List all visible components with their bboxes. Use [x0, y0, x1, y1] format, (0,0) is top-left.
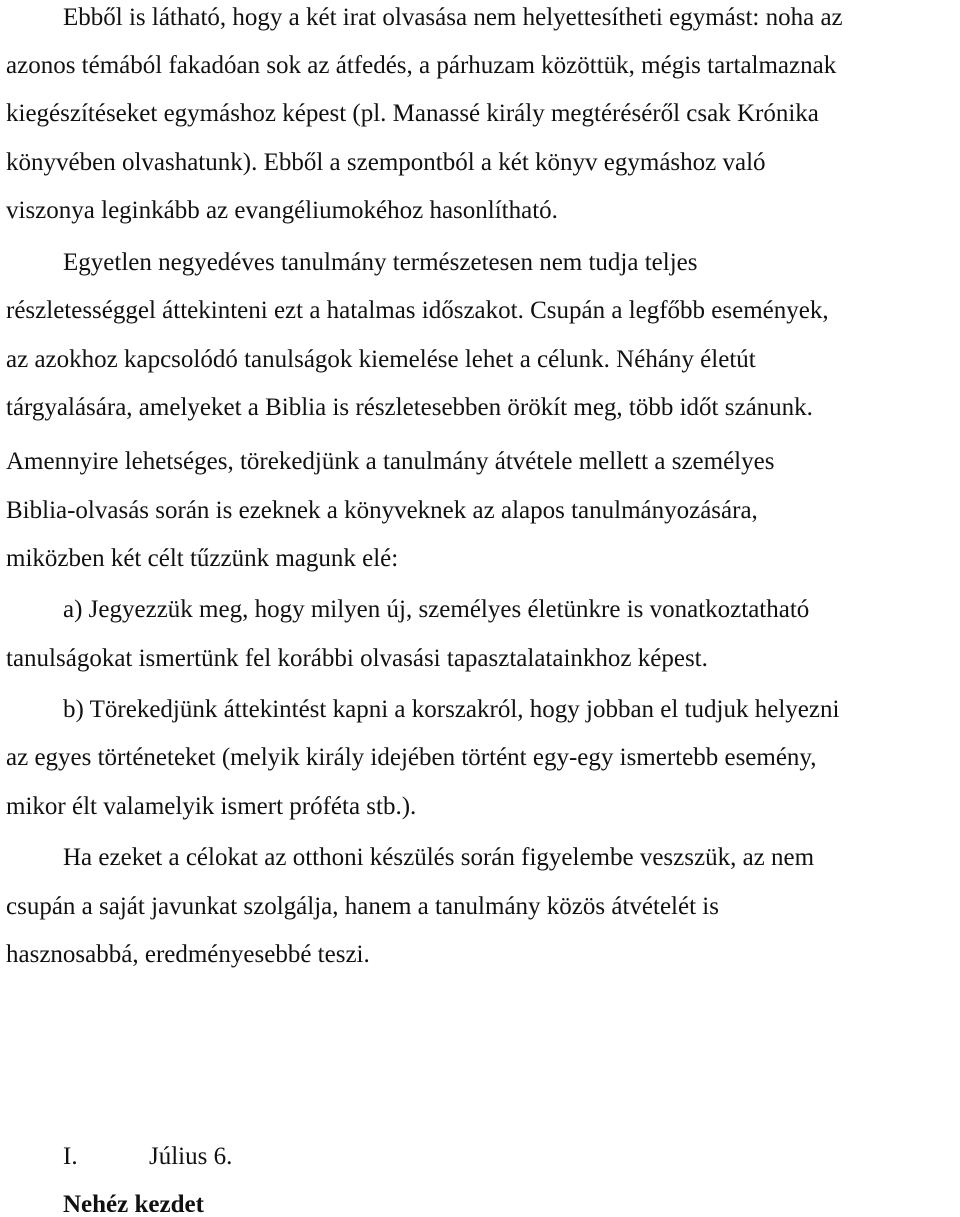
lesson-title: Nehéz kezdet — [63, 1191, 204, 1217]
lesson-date: Július 6. — [149, 1143, 233, 1170]
text-line: az egyes történeteket (melyik király idejében történt egy-egy ismertebb esemény, — [6, 744, 817, 771]
text-line: Ebből is látható, hogy a két irat olvasása nem helyettesítheti egymást: noha az — [63, 4, 843, 31]
text-line: az azokhoz kapcsolódó tanulságok kiemelése lehet a célunk. Néhány életút — [6, 346, 756, 373]
text-line: csupán a saját javunkat szolgálja, hanem a tanulmány közös átvételét is — [6, 893, 719, 920]
text-line: b) Törekedjünk áttekintést kapni a korszakról, hogy jobban el tudjuk helyezni — [63, 696, 840, 723]
text-line: Amennyire lehetséges, törekedjünk a tanulmány átvétele mellett a személyes — [6, 448, 775, 475]
text-line: tanulságokat ismertünk fel korábbi olvasási tapasztalatainkhoz képest. — [6, 645, 708, 672]
text-line: mikor élt valamelyik ismert próféta stb.). — [6, 793, 417, 820]
text-line: Ha ezeket a célokat az otthoni készülés során figyelembe veszszük, az nem — [63, 844, 815, 871]
text-line: a) Jegyezzük meg, hogy milyen új, személyes életünkre is vonatkoztatható — [63, 596, 810, 623]
text-line: Egyetlen negyedéves tanulmány természetesen nem tudja teljes — [63, 249, 698, 276]
text-line: Biblia-olvasás során is ezeknek a könyveknek az alapos tanulmányozására, — [6, 497, 758, 524]
text-line: viszonya leginkább az evangéliumokéhoz hasonlítható. — [6, 197, 558, 224]
text-line: azonos témából fakadóan sok az átfedés, a párhuzam közöttük, mégis tartalmaznak — [6, 52, 837, 79]
text-line: hasznosabbá, eredményesebbé teszi. — [6, 941, 370, 968]
text-line: miközben két célt tűzzünk magunk elé: — [6, 545, 399, 572]
text-line: könyvében olvashatunk). Ebből a szempontból a két könyv egymáshoz való — [6, 149, 766, 176]
lesson-number: I. — [63, 1143, 78, 1170]
text-line: tárgyalására, amelyeket a Biblia is részletesebben örökít meg, több időt szánunk. — [6, 394, 813, 421]
text-line: részletességgel áttekinteni ezt a hatalmas időszakot. Csupán a legfőbb események, — [6, 297, 829, 324]
text-line: kiegészítéseket egymáshoz képest (pl. Manassé király megtéréséről csak Krónika — [6, 100, 819, 127]
